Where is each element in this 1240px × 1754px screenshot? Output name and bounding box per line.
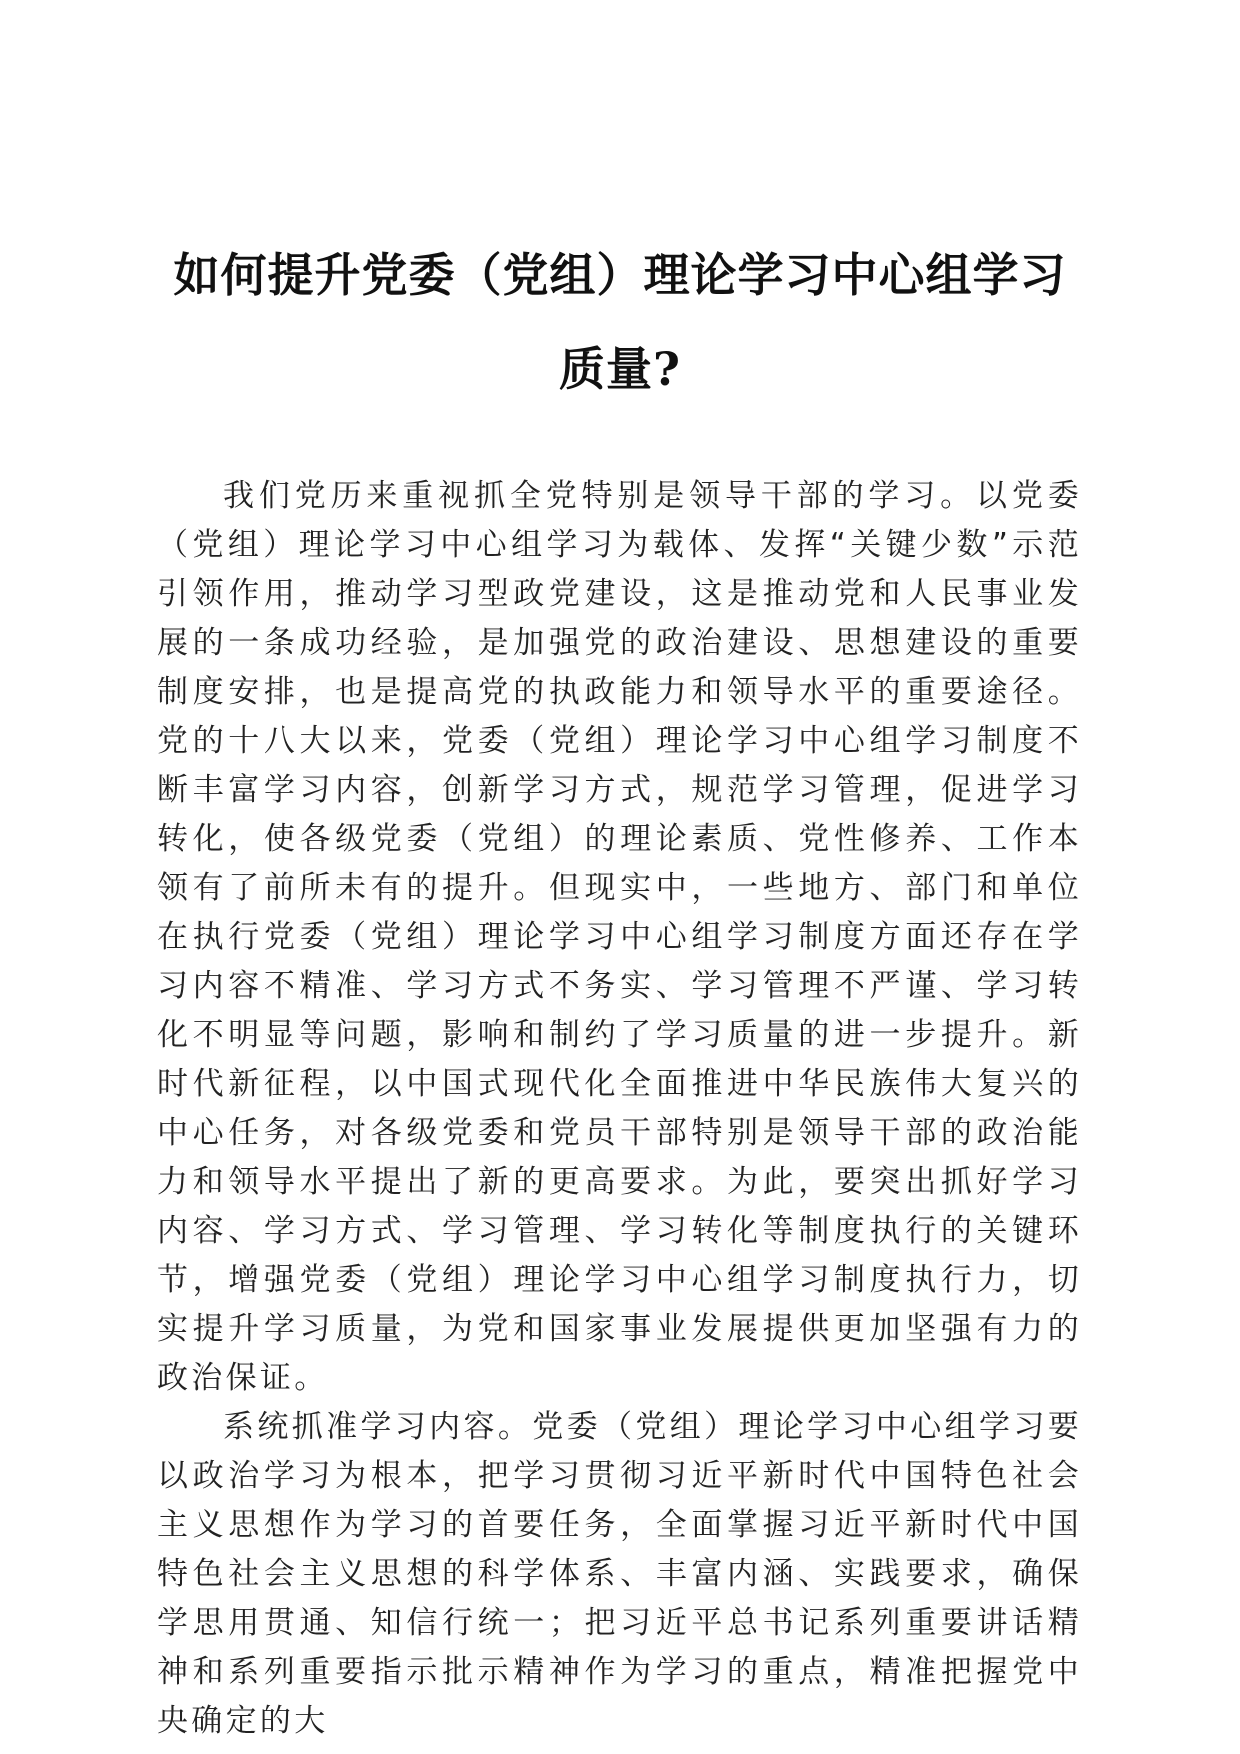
paragraph-intro: 我们党历来重视抓全党特别是领导干部的学习。以党委（党组）理论学习中心组学习为载体、发挥“关键少数”示范引领作用，推动学习型政党建设，这是推动党和人民事业发展的一条成功经验，是加强党的政治建设、思想建设的重要制度安排，也是提高党的执政能力和领导水平的重要途径。党的十八大以来，党委（党组）理论学习中心组学习制度不断丰富学习内容，创新学习方式，规范学习管理，促进学习转化，使各级党委（党组）的理论素质、党性修养、工作本领有了前所未有的提升。但现实中，一些地方、部门和单位在执行党委（党组）理论学习中心组学习制度方面还存在学习内容不精准、学习方式不务实、学习管理不严谨、学习转化不明显等问题，影响和制约了学习质量的进一步提升。新时代新征程，以中国式现代化全面推进中华民族伟大复兴的中心任务，对各级党委和党员干部特别是领导干部的政治能力和领导水平提出了新的更高要求。为此，要突出抓好学习内容、学习方式、学习管理、学习转化等制度执行的关键环节，增强党委（党组）理论学习中心组学习制度执行力，切实提升学习质量，为党和国家事业发展提供更加坚强有力的政治保证。 [157, 478, 1082, 1396]
document-body [157, 472, 1082, 1746]
paragraph-learning-content: 系统抓准学习内容。党委（党组）理论学习中心组学习要以政治学习为根本，把学习贯彻习近平新时代中国特色社会主义思想作为学习的首要任务，全面掌握习近平新时代中国特色社会主义思想的科学体系、丰富内涵、实践要求，确保学思用贯通、知信行统一；把习近平总书记系列重要讲话精神和系列重要指示批示精神作为学习的重点，精准把握党中央确定的大 [157, 1409, 1082, 1739]
document-title: 如何提升党委（党组）理论学习中心组学习质量? [173, 248, 1067, 396]
